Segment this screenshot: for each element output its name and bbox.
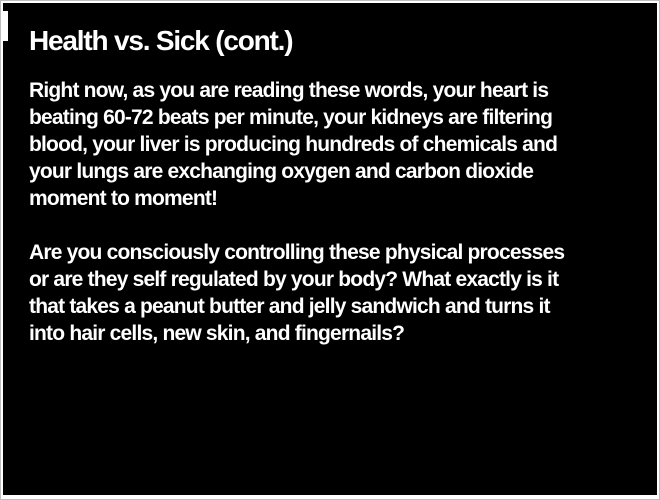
page-title: Health vs. Sick (cont.) <box>29 25 293 56</box>
text-line: Are you consciously controlling these physical processes <box>29 241 565 264</box>
text-line: beating 60-72 beats per minute, your kidneys are filtering <box>29 106 553 129</box>
text-line: into hair cells, new skin, and fingernails? <box>29 322 405 345</box>
edge-artifact <box>1 11 8 41</box>
text-line: your lungs are exchanging oxygen and carbon dioxide <box>29 160 534 183</box>
slide <box>3 3 657 495</box>
text-line: or are they self regulated by your body? What exactly is it <box>29 268 559 291</box>
text-line: Right now, as you are reading these words, your heart is <box>29 79 549 102</box>
text-line: that takes a peanut butter and jelly sandwich and turns it <box>29 295 550 318</box>
text-line: blood, your liver is producing hundreds of chemicals and <box>29 133 558 156</box>
body-paragraph-1 <box>29 77 631 212</box>
text-line: moment to moment! <box>29 187 218 210</box>
body-paragraph-2 <box>29 239 631 347</box>
